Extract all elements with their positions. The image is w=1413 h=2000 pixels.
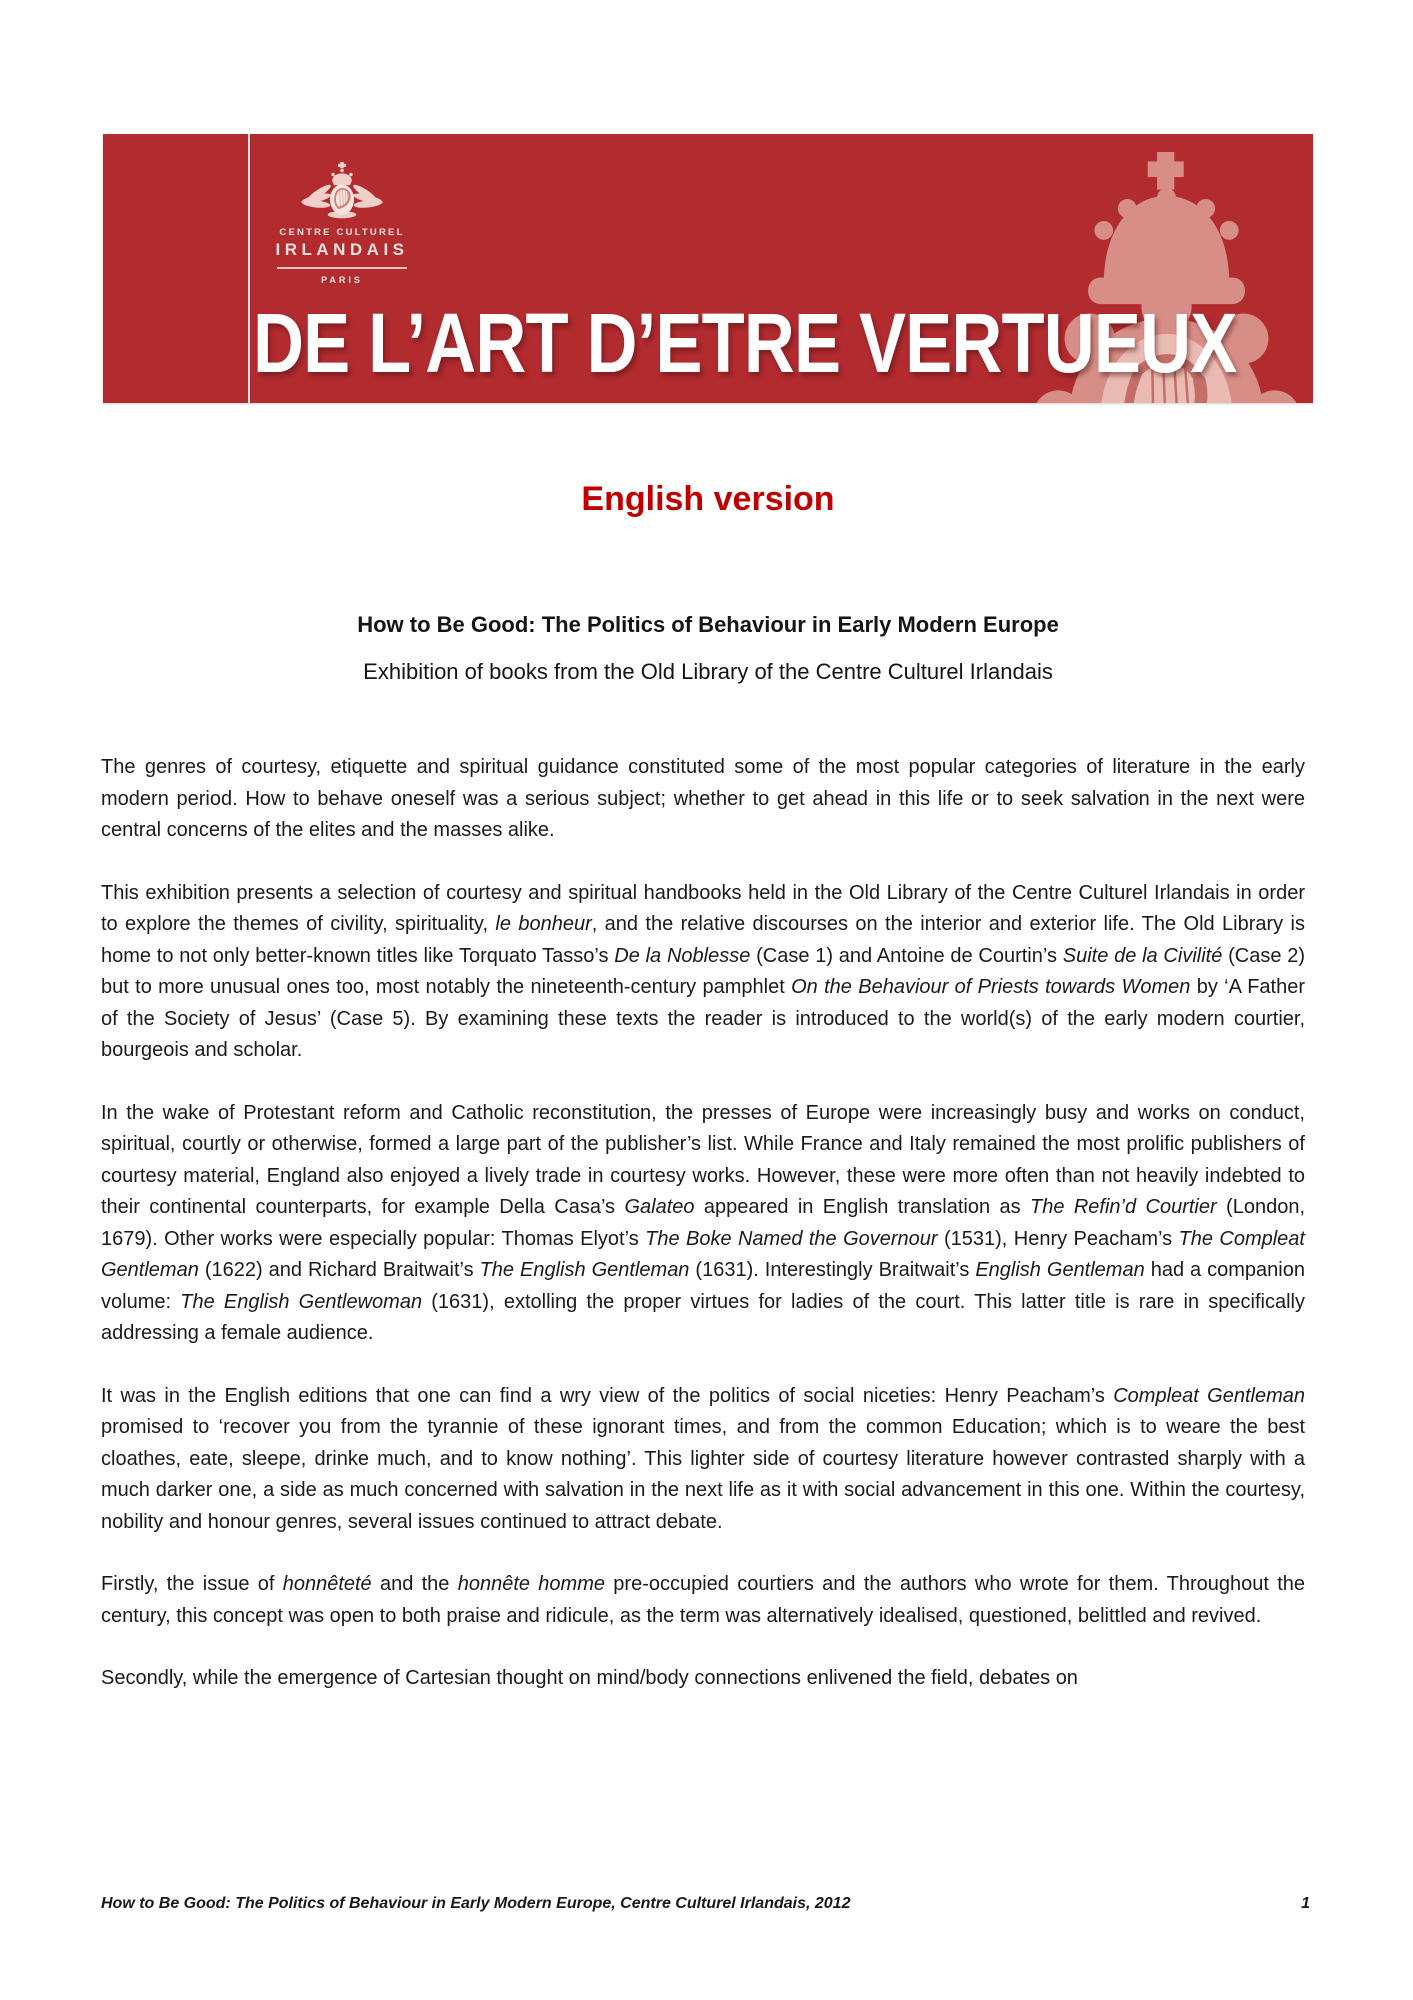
logo-text-irlandais: IRLANDAIS [275, 240, 409, 259]
paragraph: This exhibition presents a selection of courtesy and spiritual handbooks held in the Old Library of the Centre Culturel Irlandais in order to explore the themes of civility, spirituality, le bonheur, and the relative discourses on the interior and exterior life. The Old Library is home to not only better-known titles like Torquato Tasso’s De la Noblesse (Case 1) and Antoine de Courtin’s Suite de la Civilité (Case 2) but to more unusual ones too, most notably the nineteenth-century pamphlet On the Behaviour of Priests towards Women by ‘A Father of the Society of Jesus’ (Case 5). By examining these texts the reader is introduced to the world(s) of the early modern courtier, bourgeois and scholar. [101, 881, 1305, 1061]
exhibition-subtitle: Exhibition of books from the Old Library of the Centre Culturel Irlandais [363, 659, 1053, 684]
body-paragraphs [101, 752, 1305, 1695]
banner [103, 134, 1313, 403]
footer [101, 1893, 1310, 1915]
english-version-heading: English version [581, 480, 835, 518]
logo-text-centre-culturel: CENTRE CULTUREL [279, 227, 405, 238]
banner-title: DE L’ART D’ETRE VERTUEUX [253, 296, 1237, 390]
banner-divider-line [248, 134, 250, 403]
logo-text-paris: PARIS [321, 275, 363, 285]
paragraph: In the wake of Protestant reform and Catholic reconstitution, the presses of Europe were increasingly busy and works on conduct, spiritual, courtly or otherwise, formed a large part of the publisher’s list. While France and Italy remained the most prolific publishers of courtesy material, England also enjoyed a lively trade in courtesy works. However, these were more often than not heavily indebted to their continental counterparts, for example Della Casa’s Galateo appeared in English translation as The Refin’d Courtier (London, 1679). Other works were especially popular: Thomas Elyot’s The Boke Named the Governour (1531), Henry Peacham’s The Compleat Gentleman (1622) and Richard Braitwait’s The English Gentleman (1631). Interestingly Braitwait’s English Gentleman had a companion volume: The English Gentlewoman (1631), extolling the proper virtues for ladies of the court. This latter title is rare in specifically addressing a female audience. [101, 1101, 1306, 1344]
paragraph: Firstly, the issue of honnêteté and the honnête homme pre-occupied courtiers and the authors who wrote for them. Throughout the century, this concept was open to both praise and ridicule, as the term was alternatively idealised, questioned, belittled and revived. [101, 1573, 1306, 1627]
logo-rule [277, 267, 407, 269]
paragraph: The genres of courtesy, etiquette and spiritual guidance constituted some of the most popular categories of literature in the early modern period. How to behave oneself was a serious subject; whether to get ahead in this life or to seek salvation in the next were central concerns of the elites and the masses alike. [101, 756, 1305, 841]
paragraph: It was in the English editions that one can find a wry view of the politics of social niceties: Henry Peacham’s Compleat Gentleman promised to ‘recover you from the tyrannie of these ignorant times, and from the common Education; which is to weare the best cloathes, eate, sleepe, drinke much, and to know nothing’. This lighter side of courtesy literature however contrasted sharply with a much darker one, a side as much concerned with salvation in the next life as it with social advancement in this one. Within the courtesy, nobility and honour genres, several issues continued to attract debate. [101, 1384, 1306, 1533]
centre-culturel-irlandais-logo [271, 162, 413, 285]
footer-running-title: How to Be Good: The Politics of Behaviour in Early Modern Europe, Centre Culturel Irlandais, 2012 [101, 1895, 851, 1912]
footer-page-number: 1 [1301, 1895, 1310, 1912]
harp-crest-icon [292, 162, 392, 220]
paragraph: Secondly, while the emergence of Cartesian thought on mind/body connections enlivened the field, debates on [101, 1667, 1078, 1689]
exhibition-title: How to Be Good: The Politics of Behaviour in Early Modern Europe [357, 612, 1059, 637]
